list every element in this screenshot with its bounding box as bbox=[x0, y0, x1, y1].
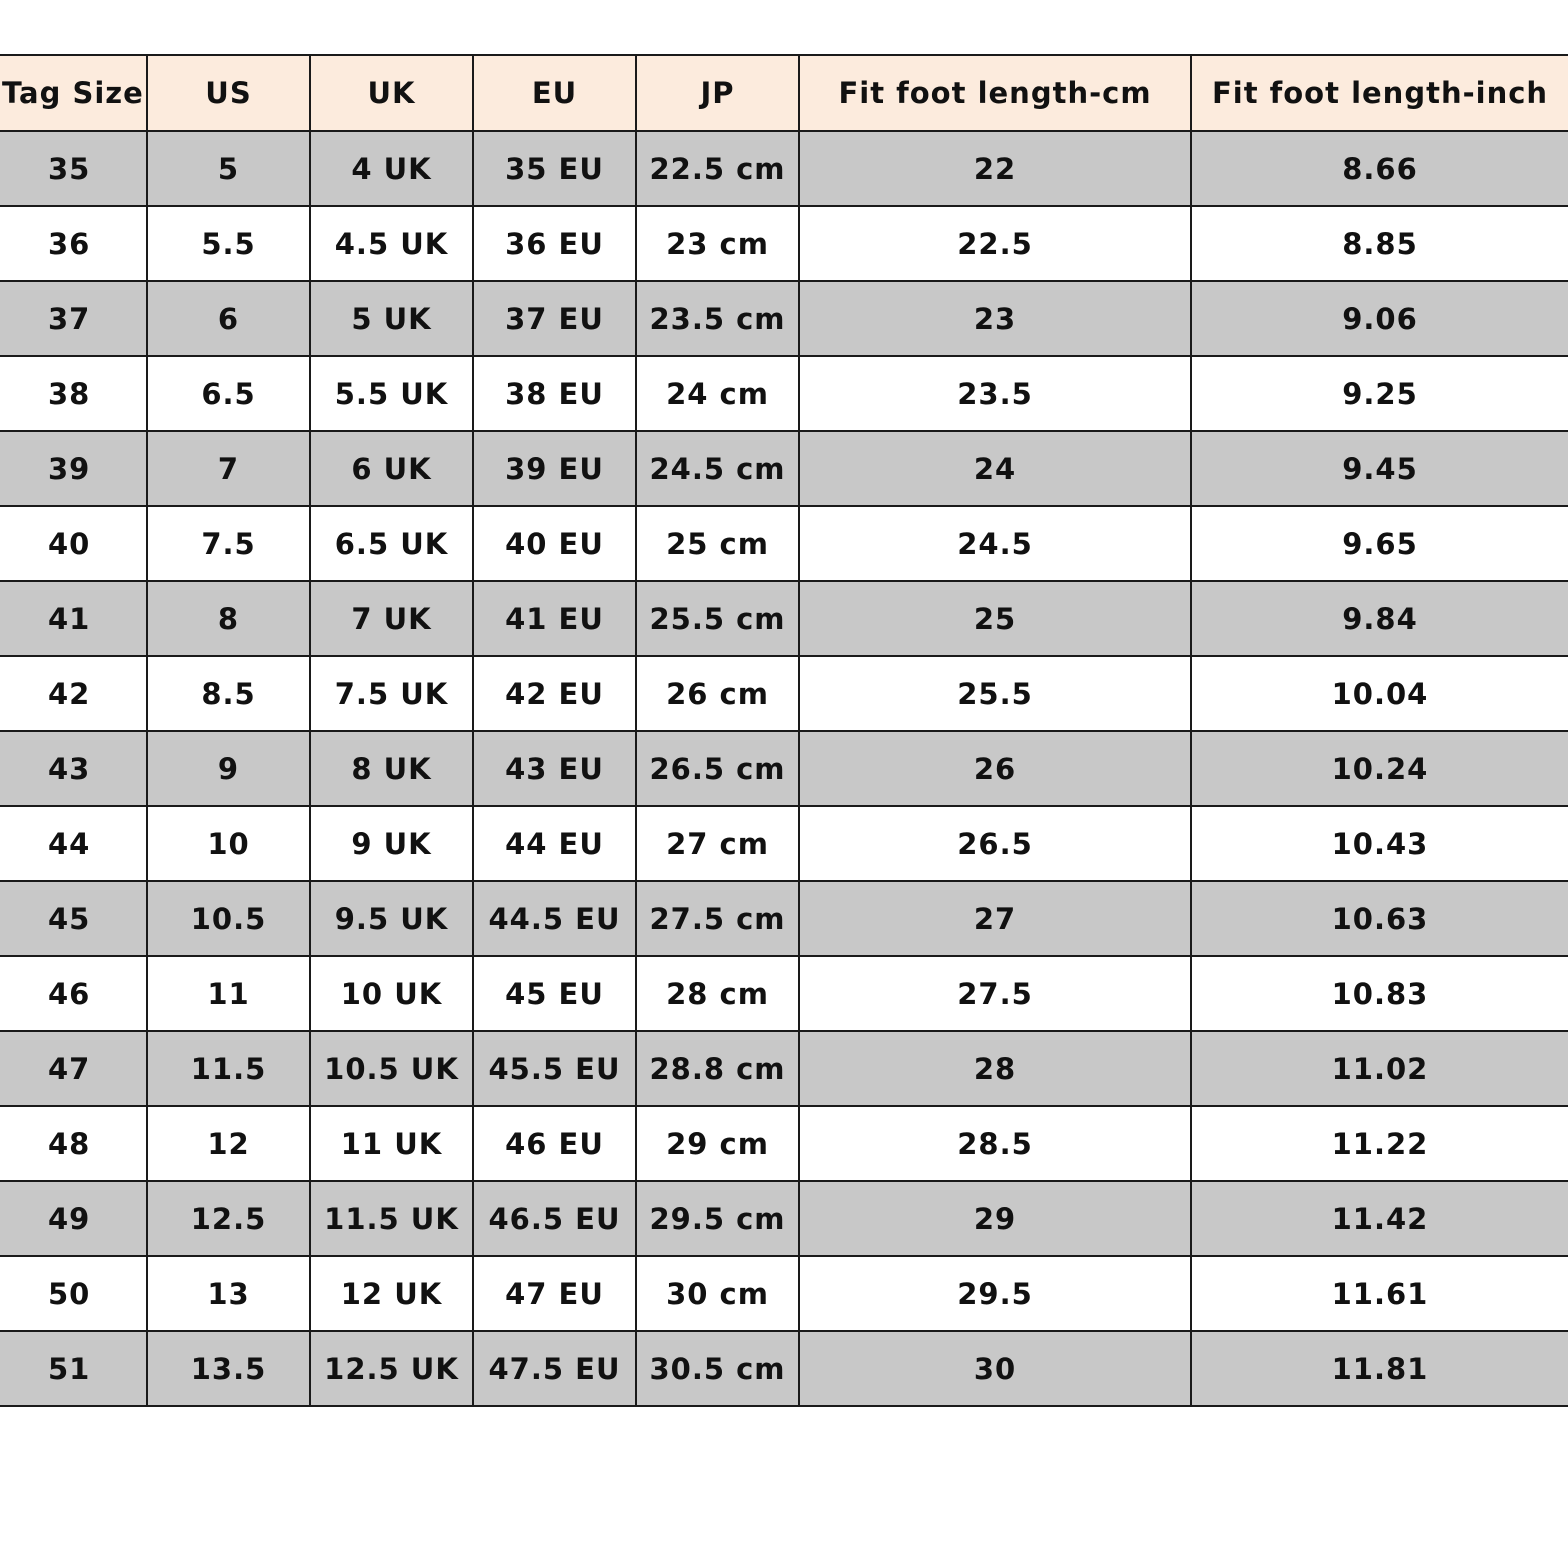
jp-size-cell: 26 cm bbox=[636, 656, 799, 731]
tag-size-cell: 43 bbox=[0, 731, 147, 806]
uk-size-cell: 8 UK bbox=[310, 731, 473, 806]
foot-length-cm-cell: 22.5 bbox=[799, 206, 1191, 281]
eu-size-cell: 38 EU bbox=[473, 356, 636, 431]
foot-length-cm-cell: 27 bbox=[799, 881, 1191, 956]
tag-size-cell: 49 bbox=[0, 1181, 147, 1256]
foot-length-cm-cell: 27.5 bbox=[799, 956, 1191, 1031]
foot-length-cm-cell: 30 bbox=[799, 1331, 1191, 1406]
table-row bbox=[0, 1181, 1568, 1256]
header-jp: JP bbox=[636, 55, 799, 131]
tag-size-cell: 44 bbox=[0, 806, 147, 881]
uk-size-cell: 9 UK bbox=[310, 806, 473, 881]
table-row bbox=[0, 806, 1568, 881]
eu-size-cell: 37 EU bbox=[473, 281, 636, 356]
foot-length-inch-cell: 9.45 bbox=[1191, 431, 1568, 506]
eu-size-cell: 45 EU bbox=[473, 956, 636, 1031]
jp-size-cell: 24 cm bbox=[636, 356, 799, 431]
jp-size-cell: 30 cm bbox=[636, 1256, 799, 1331]
foot-length-inch-cell: 10.04 bbox=[1191, 656, 1568, 731]
eu-size-cell: 45.5 EU bbox=[473, 1031, 636, 1106]
table-row bbox=[0, 1031, 1568, 1106]
table-body bbox=[0, 131, 1568, 1406]
table-row bbox=[0, 656, 1568, 731]
jp-size-cell: 23 cm bbox=[636, 206, 799, 281]
table-row bbox=[0, 431, 1568, 506]
tag-size-cell: 47 bbox=[0, 1031, 147, 1106]
foot-length-cm-cell: 23.5 bbox=[799, 356, 1191, 431]
uk-size-cell: 12.5 UK bbox=[310, 1331, 473, 1406]
foot-length-inch-cell: 10.63 bbox=[1191, 881, 1568, 956]
eu-size-cell: 42 EU bbox=[473, 656, 636, 731]
eu-size-cell: 47 EU bbox=[473, 1256, 636, 1331]
eu-size-cell: 46.5 EU bbox=[473, 1181, 636, 1256]
us-size-cell: 13.5 bbox=[147, 1331, 310, 1406]
eu-size-cell: 44.5 EU bbox=[473, 881, 636, 956]
jp-size-cell: 26.5 cm bbox=[636, 731, 799, 806]
us-size-cell: 8.5 bbox=[147, 656, 310, 731]
tag-size-cell: 36 bbox=[0, 206, 147, 281]
table-row bbox=[0, 131, 1568, 206]
foot-length-cm-cell: 26 bbox=[799, 731, 1191, 806]
tag-size-cell: 39 bbox=[0, 431, 147, 506]
jp-size-cell: 24.5 cm bbox=[636, 431, 799, 506]
us-size-cell: 7 bbox=[147, 431, 310, 506]
foot-length-inch-cell: 11.61 bbox=[1191, 1256, 1568, 1331]
uk-size-cell: 11.5 UK bbox=[310, 1181, 473, 1256]
us-size-cell: 13 bbox=[147, 1256, 310, 1331]
jp-size-cell: 25 cm bbox=[636, 506, 799, 581]
header-eu: EU bbox=[473, 55, 636, 131]
jp-size-cell: 22.5 cm bbox=[636, 131, 799, 206]
uk-size-cell: 7.5 UK bbox=[310, 656, 473, 731]
tag-size-cell: 35 bbox=[0, 131, 147, 206]
foot-length-inch-cell: 9.84 bbox=[1191, 581, 1568, 656]
table-row bbox=[0, 731, 1568, 806]
foot-length-inch-cell: 9.06 bbox=[1191, 281, 1568, 356]
foot-length-inch-cell: 9.25 bbox=[1191, 356, 1568, 431]
uk-size-cell: 5.5 UK bbox=[310, 356, 473, 431]
us-size-cell: 11 bbox=[147, 956, 310, 1031]
uk-size-cell: 5 UK bbox=[310, 281, 473, 356]
eu-size-cell: 43 EU bbox=[473, 731, 636, 806]
header-row bbox=[0, 55, 1568, 131]
uk-size-cell: 6.5 UK bbox=[310, 506, 473, 581]
foot-length-cm-cell: 24 bbox=[799, 431, 1191, 506]
us-size-cell: 10 bbox=[147, 806, 310, 881]
foot-length-inch-cell: 8.85 bbox=[1191, 206, 1568, 281]
tag-size-cell: 48 bbox=[0, 1106, 147, 1181]
tag-size-cell: 50 bbox=[0, 1256, 147, 1331]
table-header bbox=[0, 55, 1568, 131]
table-row bbox=[0, 1106, 1568, 1181]
us-size-cell: 6.5 bbox=[147, 356, 310, 431]
table-row bbox=[0, 1256, 1568, 1331]
foot-length-cm-cell: 25.5 bbox=[799, 656, 1191, 731]
jp-size-cell: 30.5 cm bbox=[636, 1331, 799, 1406]
us-size-cell: 7.5 bbox=[147, 506, 310, 581]
tag-size-cell: 46 bbox=[0, 956, 147, 1031]
tag-size-cell: 38 bbox=[0, 356, 147, 431]
us-size-cell: 8 bbox=[147, 581, 310, 656]
header-us: US bbox=[147, 55, 310, 131]
foot-length-inch-cell: 8.66 bbox=[1191, 131, 1568, 206]
foot-length-cm-cell: 23 bbox=[799, 281, 1191, 356]
foot-length-inch-cell: 11.02 bbox=[1191, 1031, 1568, 1106]
table-row bbox=[0, 956, 1568, 1031]
us-size-cell: 6 bbox=[147, 281, 310, 356]
foot-length-cm-cell: 28.5 bbox=[799, 1106, 1191, 1181]
eu-size-cell: 47.5 EU bbox=[473, 1331, 636, 1406]
table-row bbox=[0, 356, 1568, 431]
jp-size-cell: 29 cm bbox=[636, 1106, 799, 1181]
foot-length-inch-cell: 11.22 bbox=[1191, 1106, 1568, 1181]
uk-size-cell: 9.5 UK bbox=[310, 881, 473, 956]
table-row bbox=[0, 581, 1568, 656]
us-size-cell: 12.5 bbox=[147, 1181, 310, 1256]
table-row bbox=[0, 206, 1568, 281]
eu-size-cell: 41 EU bbox=[473, 581, 636, 656]
table-row bbox=[0, 1331, 1568, 1406]
foot-length-cm-cell: 24.5 bbox=[799, 506, 1191, 581]
table-row bbox=[0, 506, 1568, 581]
foot-length-cm-cell: 29.5 bbox=[799, 1256, 1191, 1331]
foot-length-inch-cell: 11.81 bbox=[1191, 1331, 1568, 1406]
foot-length-inch-cell: 10.24 bbox=[1191, 731, 1568, 806]
eu-size-cell: 35 EU bbox=[473, 131, 636, 206]
uk-size-cell: 10.5 UK bbox=[310, 1031, 473, 1106]
tag-size-cell: 42 bbox=[0, 656, 147, 731]
uk-size-cell: 11 UK bbox=[310, 1106, 473, 1181]
us-size-cell: 10.5 bbox=[147, 881, 310, 956]
jp-size-cell: 27.5 cm bbox=[636, 881, 799, 956]
uk-size-cell: 7 UK bbox=[310, 581, 473, 656]
tag-size-cell: 40 bbox=[0, 506, 147, 581]
eu-size-cell: 46 EU bbox=[473, 1106, 636, 1181]
tag-size-cell: 41 bbox=[0, 581, 147, 656]
tag-size-cell: 37 bbox=[0, 281, 147, 356]
us-size-cell: 9 bbox=[147, 731, 310, 806]
header-fit-foot-length-cm: Fit foot length-cm bbox=[799, 55, 1191, 131]
foot-length-inch-cell: 11.42 bbox=[1191, 1181, 1568, 1256]
foot-length-cm-cell: 25 bbox=[799, 581, 1191, 656]
size-chart-table bbox=[0, 54, 1568, 1407]
jp-size-cell: 28 cm bbox=[636, 956, 799, 1031]
us-size-cell: 5.5 bbox=[147, 206, 310, 281]
us-size-cell: 5 bbox=[147, 131, 310, 206]
eu-size-cell: 40 EU bbox=[473, 506, 636, 581]
jp-size-cell: 23.5 cm bbox=[636, 281, 799, 356]
foot-length-cm-cell: 22 bbox=[799, 131, 1191, 206]
jp-size-cell: 28.8 cm bbox=[636, 1031, 799, 1106]
uk-size-cell: 12 UK bbox=[310, 1256, 473, 1331]
tag-size-cell: 51 bbox=[0, 1331, 147, 1406]
foot-length-cm-cell: 29 bbox=[799, 1181, 1191, 1256]
us-size-cell: 12 bbox=[147, 1106, 310, 1181]
foot-length-cm-cell: 26.5 bbox=[799, 806, 1191, 881]
header-uk: UK bbox=[310, 55, 473, 131]
uk-size-cell: 4 UK bbox=[310, 131, 473, 206]
jp-size-cell: 29.5 cm bbox=[636, 1181, 799, 1256]
foot-length-cm-cell: 28 bbox=[799, 1031, 1191, 1106]
eu-size-cell: 36 EU bbox=[473, 206, 636, 281]
foot-length-inch-cell: 10.43 bbox=[1191, 806, 1568, 881]
uk-size-cell: 6 UK bbox=[310, 431, 473, 506]
uk-size-cell: 10 UK bbox=[310, 956, 473, 1031]
uk-size-cell: 4.5 UK bbox=[310, 206, 473, 281]
eu-size-cell: 44 EU bbox=[473, 806, 636, 881]
us-size-cell: 11.5 bbox=[147, 1031, 310, 1106]
foot-length-inch-cell: 10.83 bbox=[1191, 956, 1568, 1031]
header-tag-size: Tag Size bbox=[0, 55, 147, 131]
table-row bbox=[0, 881, 1568, 956]
header-fit-foot-length-inch: Fit foot length-inch bbox=[1191, 55, 1568, 131]
eu-size-cell: 39 EU bbox=[473, 431, 636, 506]
tag-size-cell: 45 bbox=[0, 881, 147, 956]
jp-size-cell: 27 cm bbox=[636, 806, 799, 881]
jp-size-cell: 25.5 cm bbox=[636, 581, 799, 656]
table-row bbox=[0, 281, 1568, 356]
foot-length-inch-cell: 9.65 bbox=[1191, 506, 1568, 581]
